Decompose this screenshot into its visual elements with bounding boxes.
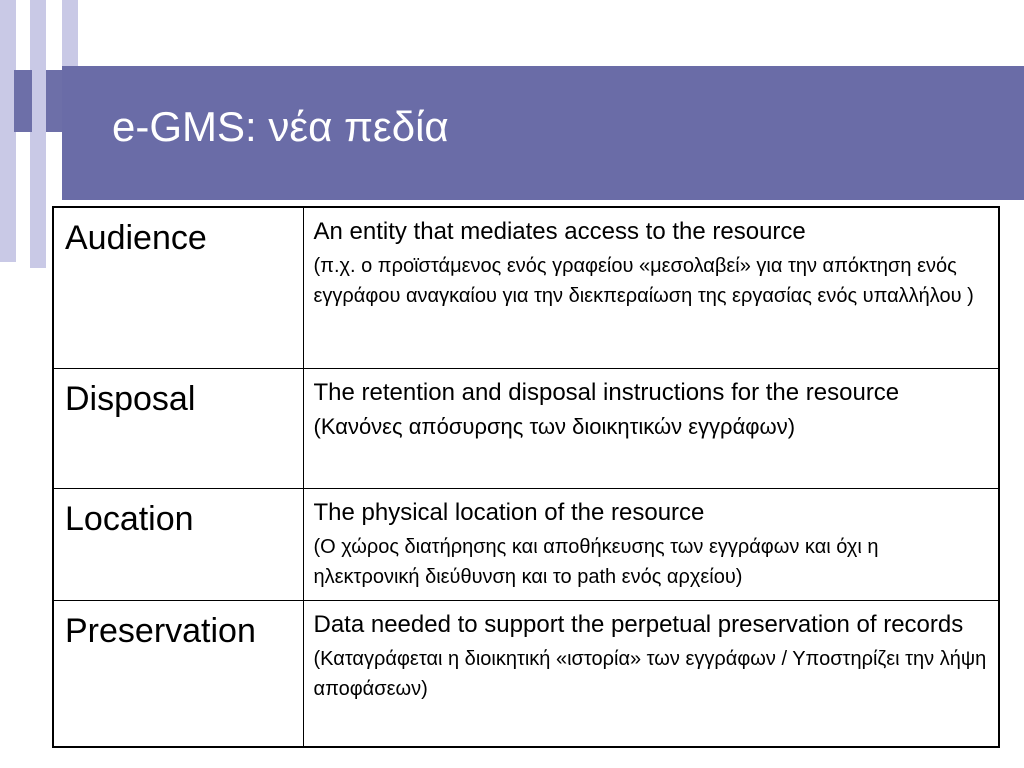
- decorative-block: [46, 70, 62, 132]
- term-label: Preservation: [65, 612, 256, 650]
- table-row: [53, 369, 999, 489]
- description-cell: [303, 601, 999, 748]
- table-row: [53, 207, 999, 369]
- decorative-block: [30, 0, 46, 268]
- term-cell: [53, 489, 303, 601]
- term-label: Disposal: [65, 380, 196, 418]
- english-definition: The retention and disposal instructions for the resource: [313, 379, 900, 406]
- description-cell: [303, 207, 999, 369]
- term-label: Location: [65, 500, 194, 538]
- english-definition: Data needed to support the perpetual preservation of records: [313, 611, 964, 638]
- greek-explanation: (π.χ. ο προϊστάμενος ενός γραφείου «μεσολαβεί» για την απόκτηση ενός εγγράφου αναγκαίου για την διεκπεραίωση της εργασίας ενός υπαλλήλου ): [313, 255, 974, 307]
- table-row: [53, 489, 999, 601]
- term-cell: [53, 207, 303, 369]
- description-cell: [303, 369, 999, 489]
- english-definition: An entity that mediates access to the resource: [313, 218, 806, 245]
- slide-title: e-GMS: νέα πεδία: [112, 103, 449, 150]
- properties-table: [52, 206, 1000, 748]
- greek-explanation: (Καταγράφεται η διοικητική «ιστορία» των εγγράφων / Υποστηρίζει την λήψη αποφάσεων): [313, 648, 987, 700]
- decorative-block: [14, 70, 32, 132]
- greek-explanation: (Ο χώρος διατήρησης και αποθήκευσης των εγγράφων και όχι η ηλεκτρονική διεύθυνση και το path ενός αρχείου): [313, 536, 879, 588]
- term-label: Audience: [65, 219, 207, 257]
- table-row: [53, 601, 999, 748]
- term-cell: [53, 369, 303, 489]
- greek-explanation: (Κανόνες απόσυρσης των διοικητικών εγγράφων): [313, 414, 796, 439]
- description-cell: [303, 489, 999, 601]
- term-cell: [53, 601, 303, 748]
- decorative-block: [62, 0, 78, 66]
- english-definition: The physical location of the resource: [313, 499, 705, 526]
